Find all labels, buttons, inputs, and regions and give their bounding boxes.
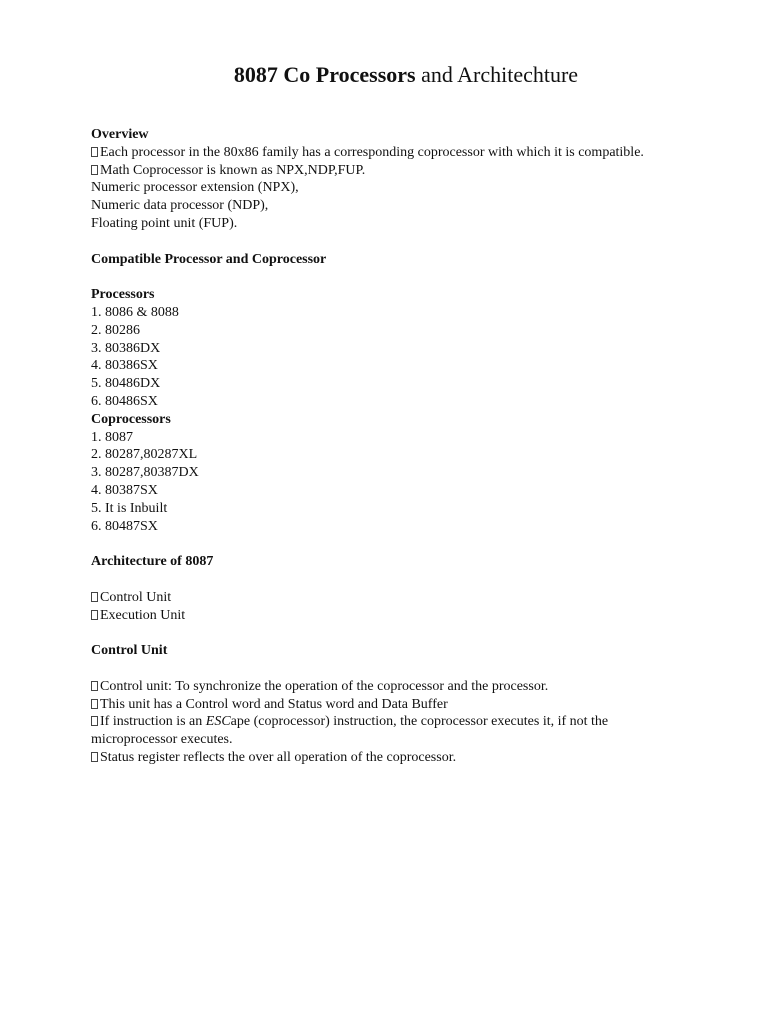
- processor-item: 3. 80386DX: [91, 340, 161, 356]
- coprocessor-item: 5. It is Inbuilt: [91, 500, 168, 516]
- processor-item: 1. 8086 & 8088: [91, 304, 179, 320]
- architecture-item-text: Control Unit: [100, 589, 172, 605]
- title-regular-part: and Architechture: [421, 62, 579, 87]
- page-title: [0, 60, 768, 90]
- overview-line: Numeric data processor (NDP),: [91, 198, 269, 214]
- overview-heading: Overview: [91, 127, 149, 142]
- processor-item: 5. 80486DX: [91, 376, 161, 392]
- overview-line: Floating point unit (FUP).: [91, 215, 238, 231]
- coprocessor-item: 3. 80287,80387DX: [91, 465, 199, 481]
- title-bold-part: 8087 Co Processors: [233, 62, 416, 87]
- coprocessor-item: 4. 80387SX: [91, 482, 158, 498]
- processor-item: 2. 80286: [91, 322, 140, 338]
- architecture-item-text: Execution Unit: [100, 607, 186, 623]
- control-unit-bullet-3: [91, 713, 651, 749]
- control-unit-bullet-3-italic: ESC: [205, 714, 231, 730]
- processor-item: 6. 80486SX: [91, 393, 158, 409]
- control-unit-heading: Control Unit: [91, 643, 168, 659]
- bullet-box-icon: [91, 165, 98, 175]
- bullet-box-icon: [91, 610, 98, 620]
- control-unit-bullet-1-text: Control unit: To synchronize the operation of the coprocessor and the processor.: [100, 678, 549, 694]
- bullet-box-icon: [91, 752, 98, 762]
- control-unit-bullet-3-post: ape (coprocessor) instruction, the coprocessor executes it, if not the microprocessor executes.: [91, 714, 609, 748]
- bullet-box-icon: [91, 699, 98, 709]
- coprocessor-item: 6. 80487SX: [91, 518, 158, 534]
- bullet-box-icon: [91, 716, 98, 726]
- coprocessor-item: 1. 8087: [91, 429, 133, 445]
- compatible-heading: Compatible Processor and Coprocessor: [91, 251, 327, 267]
- processor-item: 4. 80386SX: [91, 358, 158, 374]
- overview-bullet-2-text: Math Coprocessor is known as NPX,NDP,FUP.: [100, 162, 366, 178]
- control-unit-bullet-2-text: This unit has a Control word and Status word and Data Buffer: [100, 696, 448, 712]
- overview-line: Numeric processor extension (NPX),: [91, 180, 299, 196]
- control-unit-bullet-4: [91, 749, 651, 767]
- overview-bullet-1: [91, 144, 651, 162]
- architecture-item: [91, 589, 651, 607]
- coprocessors-heading: Coprocessors: [91, 411, 171, 427]
- control-unit-bullet-1: [91, 678, 651, 696]
- control-unit-bullet-4-text: Status register reflects the over all operation of the coprocessor.: [100, 749, 457, 765]
- bullet-box-icon: [91, 592, 98, 602]
- processors-heading: Processors: [91, 287, 155, 303]
- control-unit-bullet-3-pre: If instruction is an: [100, 714, 206, 730]
- architecture-item: [91, 607, 651, 625]
- architecture-heading: Architecture of 8087: [91, 554, 214, 570]
- overview-bullet-1-text: Each processor in the 80x86 family has a corresponding coprocessor with which it is compatible.: [100, 144, 644, 160]
- document-body: [91, 126, 651, 767]
- overview-bullet-2: [91, 162, 651, 180]
- control-unit-bullet-2: [91, 696, 651, 714]
- bullet-box-icon: [91, 681, 98, 691]
- coprocessor-item: 2. 80287,80287XL: [91, 447, 198, 463]
- bullet-box-icon: [91, 147, 98, 157]
